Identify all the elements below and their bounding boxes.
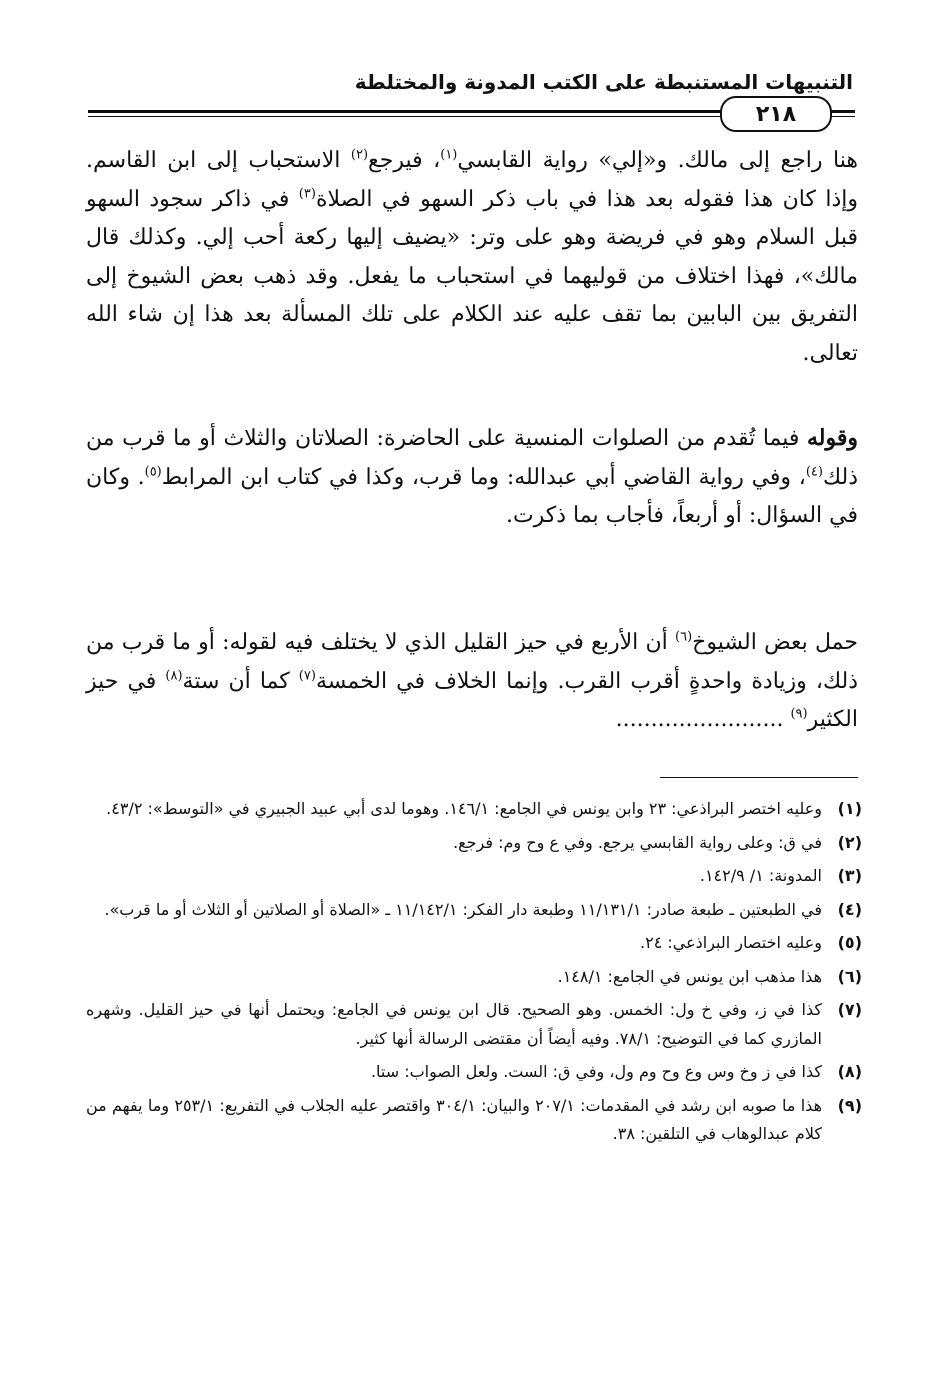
paragraph-text: الاستحباب إلى ابن القاسم. وإذا كان هذا فقوله بعد هذا في باب ذكر السهو في الصلاة — [86, 148, 858, 212]
footnote-text: المدونة: ١/ ١٤٢/٩. — [699, 866, 822, 885]
paragraph-text: أن الأربع في حيز القليل الذي لا يختلف فيه لقوله: أو ما قرب من ذلك، وزيادة واحدةٍ أقرب القرب. وإنما الخلاف في الخمسة — [86, 630, 859, 694]
footnote-separator — [660, 777, 858, 778]
footnote-item — [86, 795, 862, 824]
page-number-badge — [720, 96, 832, 132]
footnote-item — [86, 862, 862, 891]
footnote-ref[interactable]: (٢) — [350, 147, 369, 163]
footnote-number: (٢) — [837, 832, 862, 852]
footnote-item — [86, 929, 862, 958]
footnote-text: هذا مذهب ابن يونس في الجامع: ١٤٨/١. — [557, 966, 822, 986]
paragraph-text: ، وفي رواية القاضي أبي عبدالله: وما قرب، وكذا في كتاب ابن المرابط — [161, 464, 806, 490]
footnote-ref[interactable]: (٤) — [805, 464, 823, 480]
footnote-text: وعليه اختصر البراذعي: ٢٣ وابن يونس في الجامع: ١٤٦/١. وهوما لدى أبي عبيد الجبيري في «التوسط»: ٤٣/٢. — [106, 799, 822, 818]
footnote-number: (٤) — [837, 899, 862, 919]
paragraph-text: . وكان في السؤال: أو أربعاً، فأجاب بما ذكرت. — [86, 464, 858, 528]
footnote-ref[interactable]: (٦) — [675, 629, 693, 645]
footnote-number: (٩) — [837, 1095, 862, 1115]
footnote-text: هذا ما صوبه ابن رشد في المقدمات: ٢٠٧/١ والبيان: ٣٠٤/١ واقتصر عليه الجلاب في التفريع: ٢٥٣/١ وما يفهم من كلام عبدالوهاب في التلقين: ٣٨. — [86, 1095, 823, 1143]
footnote-ref[interactable]: (٧) — [298, 668, 316, 684]
running-header-title: التنبيهات المستنبطة على الكتب المدونة والمختلطة — [354, 70, 853, 94]
footnote-number: (٣) — [837, 866, 862, 885]
footnote-text: في ق: وعلى رواية القابسي يرجع. وفي ع وح وم: فرجع. — [453, 832, 822, 852]
body-paragraph-3 — [86, 624, 858, 740]
paragraph-text: في ذاكر سجود السهو قبل السلام وهو في فريضة وهو على وتر: «يضيف إليها ركعة أحب إلي. وكذلك قال مالك»، فهذا اختلاف من قوليهما في استحباب ما يفعل. وقد ذهب بعض الشيوخ إلى التفريق بين البابين بما تقف عليه عند الكلام على تلك المسألة بعد هذا إن شاء الله تعالى. — [86, 186, 858, 366]
footnote-item — [86, 1092, 862, 1149]
body-paragraph-1 — [86, 142, 858, 373]
footnote-ref[interactable]: (٨) — [165, 668, 183, 684]
footnote-text: كذا في ز، وفي خ ول: الخمس. وهو الصحيح. قال ابن يونس في الجامع: ويحتمل أنها في حيز القليل. وشهره المازري كما في التوضيح: ٧٨/١. وفيه أيضاً أن مقتضى الرسالة أنها كثير. — [86, 1000, 822, 1048]
paragraph-text: في حيز الكثير — [86, 668, 858, 732]
paragraph-text: هنا راجع إلى مالك. و«إلي» رواية القابسي — [457, 148, 858, 173]
footnote-ref[interactable]: (١) — [440, 147, 458, 163]
footnote-ref[interactable]: (٩) — [790, 706, 808, 722]
footnote-number: (٨) — [837, 1062, 862, 1081]
paragraph-text: ، فيرجع — [368, 148, 441, 173]
footnote-text: كذا في ز وخ وس وع وح وم ول، وفي ق: الست. ولعل الصواب: ستا. — [370, 1062, 822, 1081]
footnote-item — [86, 829, 862, 858]
footnote-number: (٦) — [837, 966, 862, 986]
footnote-text: وعليه اختصار البراذعي: ٢٤. — [640, 933, 822, 952]
page-number: ٢١٨ — [755, 101, 797, 127]
continuation-dots: ........................ — [615, 707, 791, 732]
footnotes-section — [86, 795, 862, 1154]
footnote-item — [86, 1058, 862, 1087]
footnote-item — [86, 896, 862, 925]
footnote-number: (٧) — [837, 1000, 862, 1019]
paragraph-text: فيما تُقدم من الصلوات المنسية على الحاضرة: الصلاتان والثلاث أو ما قرب من ذلك — [86, 426, 858, 490]
footnote-number: (١) — [837, 799, 862, 818]
footnote-item — [86, 963, 862, 992]
footnote-text: في الطبعتين ـ طبعة صادر: ١١/١٣١/١ وطبعة دار الفكر: ١١/١٤٢/١ ـ «الصلاة أو الصلاتين أو الثلاث أو ما قرب». — [104, 899, 822, 919]
footnote-number: (٥) — [837, 933, 862, 952]
paragraph-lead-word: وقوله — [806, 425, 858, 451]
paragraph-text: كما أن ستة — [182, 668, 299, 694]
body-paragraph-2 — [86, 419, 858, 536]
footnote-item — [86, 996, 862, 1053]
footnote-ref[interactable]: (٥) — [144, 464, 162, 480]
footnote-ref[interactable]: (٣) — [298, 186, 316, 202]
paragraph-text: حمل بعض الشيوخ — [692, 630, 858, 655]
